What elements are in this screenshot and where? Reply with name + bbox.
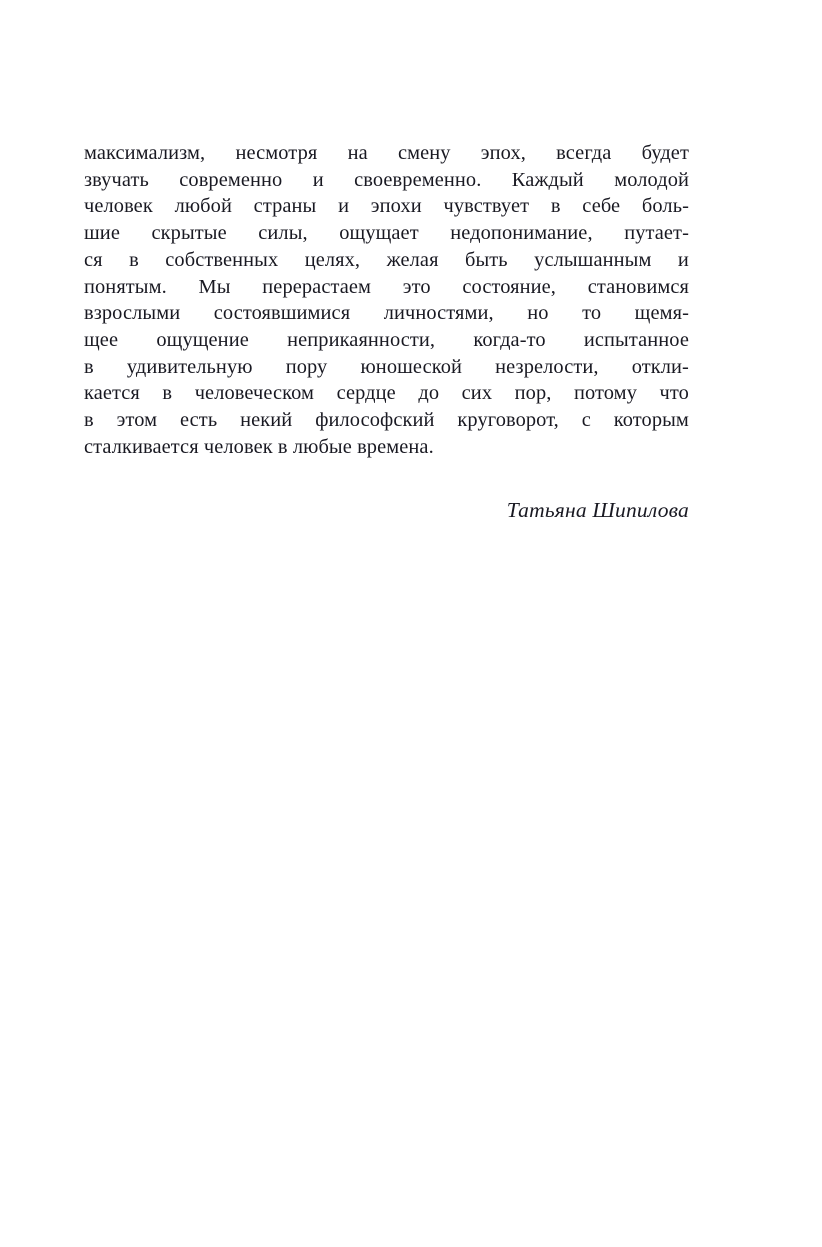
line-word: звучать — [84, 168, 149, 191]
line-word: откли- — [631, 355, 689, 378]
line-word: с — [581, 409, 591, 432]
line-word: всегда — [556, 142, 612, 164]
line-word: круговорот, — [457, 409, 559, 432]
line-word: Каждый — [511, 168, 584, 191]
line-word: услышанным — [534, 248, 652, 271]
line-word: эпох, — [480, 142, 526, 164]
line-word: это — [402, 275, 431, 298]
line-word: молодой — [614, 168, 689, 191]
line-word: современно — [179, 168, 283, 191]
line-word: состояние, — [462, 275, 556, 298]
line-word: щемя- — [634, 302, 689, 325]
line-word: взрослыми — [84, 302, 181, 325]
line-word: когда-то — [473, 328, 546, 351]
line-word: недопонимание, — [450, 222, 593, 245]
line-word: становимся — [587, 275, 689, 298]
line-word: сих — [461, 382, 493, 405]
line-word: которым — [613, 409, 689, 432]
body-line — [84, 274, 689, 301]
line-word: страны — [253, 195, 317, 218]
line-word: смену — [397, 142, 451, 164]
body-line — [84, 380, 689, 407]
line-word: некий — [240, 409, 293, 432]
line-word: но — [527, 302, 549, 325]
line-word: скрытые — [151, 222, 227, 245]
line-word: удивительную — [126, 355, 253, 378]
author-signature: Татьяна Шипилова — [506, 498, 689, 522]
line-word: желая — [386, 248, 439, 271]
line-word: эпохи — [370, 195, 422, 218]
line-word: юношеской — [360, 355, 462, 378]
line-word: будет — [641, 142, 689, 164]
body-line — [84, 300, 689, 327]
line-word: и — [677, 248, 689, 271]
line-word: чувствует — [443, 195, 530, 218]
line-word: боль- — [641, 195, 689, 218]
line-word: есть — [180, 409, 218, 432]
line-word: силы, — [258, 222, 308, 245]
line-word: человек — [84, 195, 153, 218]
body-line — [84, 327, 689, 354]
line-word: этом — [116, 409, 158, 432]
line-word: потому — [574, 382, 637, 405]
body-line — [84, 407, 689, 434]
line-word: в — [162, 382, 173, 405]
line-word: человеческом — [194, 382, 315, 405]
line-word: пору — [285, 355, 328, 378]
line-word: на — [347, 142, 368, 164]
line-word: целях, — [304, 248, 361, 271]
line-word: шие — [84, 222, 120, 245]
body-line — [84, 140, 689, 167]
line-word: в — [129, 248, 139, 271]
line-word: в — [550, 195, 561, 218]
line-word: и — [338, 195, 350, 218]
line-word: Мы — [198, 275, 231, 298]
line-word: ощущение — [156, 328, 249, 351]
line-word: состоявшимися — [213, 302, 351, 325]
line-word: ся — [84, 248, 103, 271]
line-word: философский — [315, 409, 435, 432]
line-word: то — [582, 302, 602, 325]
body-line — [84, 193, 689, 220]
line-word: путает- — [624, 222, 689, 245]
line-word: быть — [465, 248, 508, 271]
line-word: несмотря — [235, 142, 318, 164]
line-word: до — [418, 382, 440, 405]
line-word: сердце — [336, 382, 396, 405]
body-line — [84, 354, 689, 381]
body-line — [84, 220, 689, 247]
line-word: любой — [174, 195, 232, 218]
line-word: незрелости, — [495, 355, 599, 378]
line-word: в — [84, 409, 94, 432]
line-word: перерастаем — [262, 275, 372, 298]
line-word: кается — [84, 382, 140, 405]
line-word: себе — [582, 195, 621, 218]
line-word: щее — [84, 328, 119, 351]
line-word: испытанное — [583, 328, 689, 351]
line-word: собственных — [165, 248, 279, 271]
line-word: понятым. — [84, 275, 167, 298]
line-word: неприкаянности, — [287, 328, 436, 351]
body-line — [84, 247, 689, 274]
body-paragraph — [84, 140, 689, 460]
line-word: пор, — [514, 382, 552, 405]
line-word: что — [659, 382, 689, 405]
body-line: сталкивается человек в любые времена. — [84, 435, 434, 458]
line-word: личностями, — [383, 302, 494, 325]
line-word: и — [312, 168, 324, 191]
line-word: в — [84, 355, 94, 378]
body-line — [84, 167, 689, 194]
line-word: ощущает — [339, 222, 419, 245]
line-word: своевременно. — [354, 168, 482, 191]
line-word: максимализм, — [84, 142, 206, 164]
